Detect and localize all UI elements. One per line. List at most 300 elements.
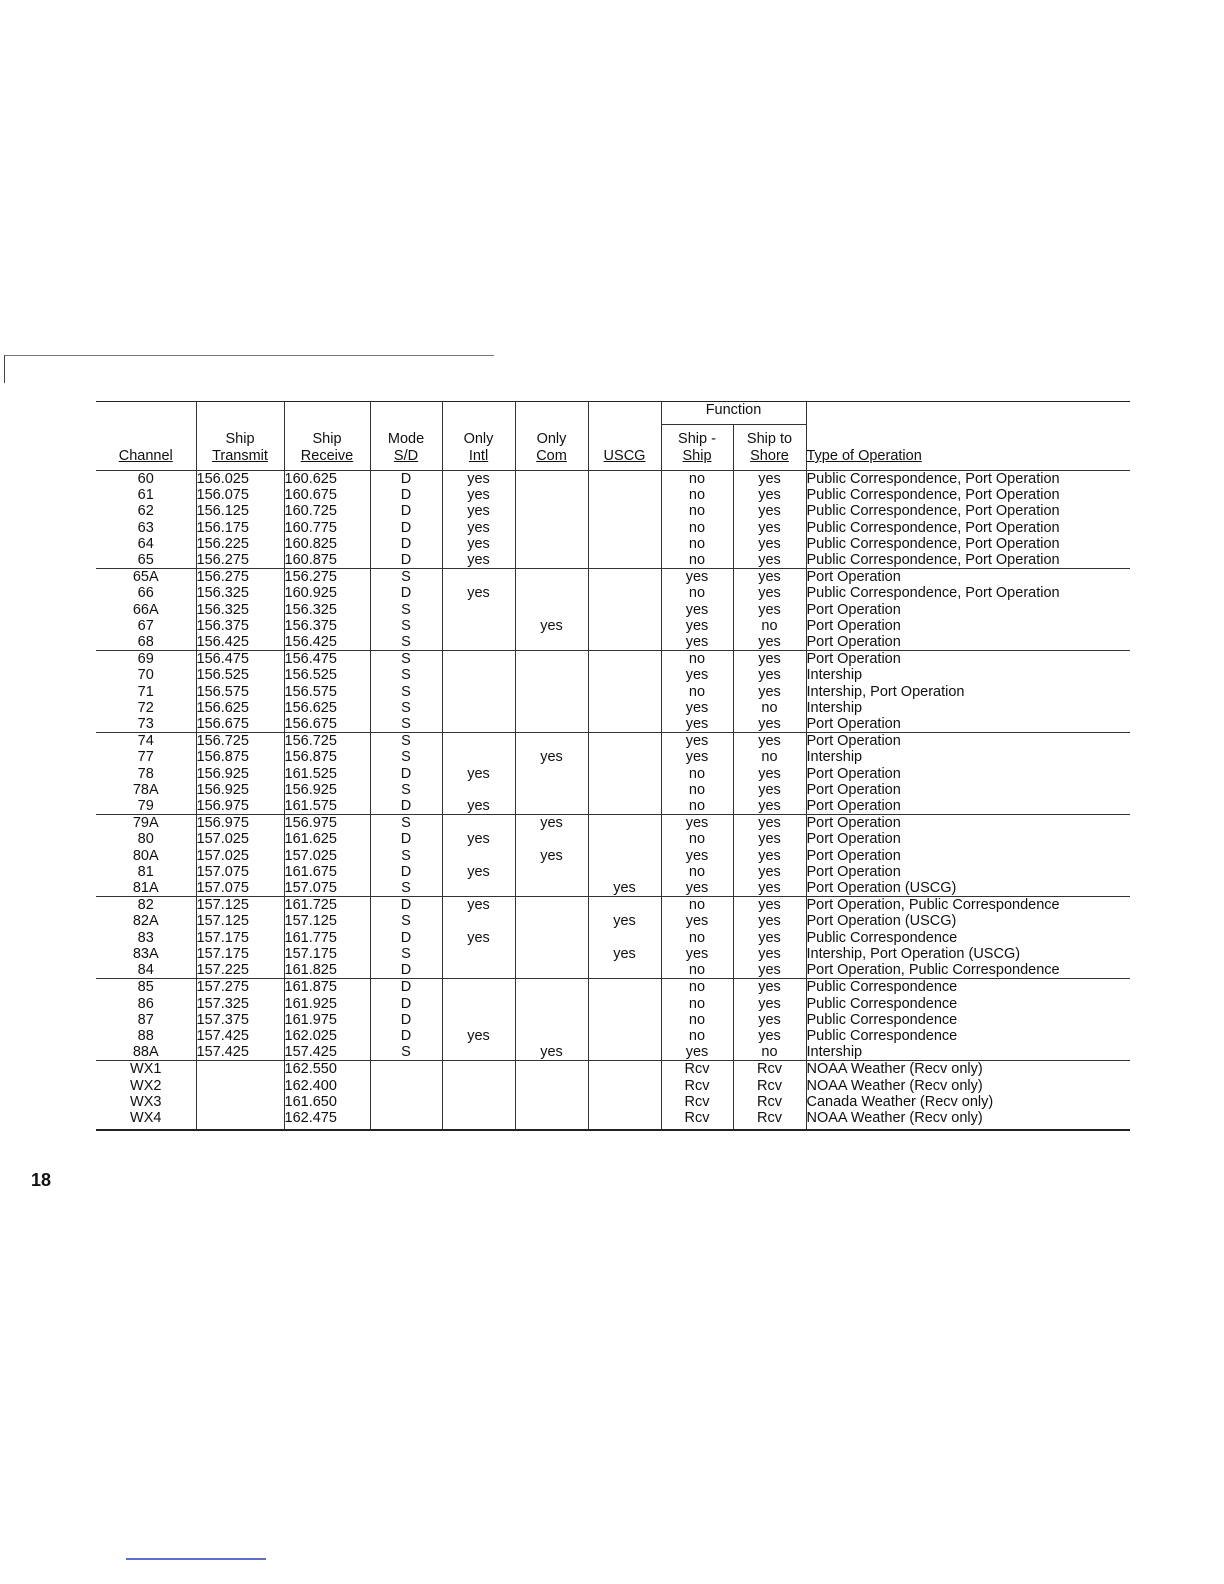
cell-mode: D [370,471,442,488]
cell-only-intl: yes [442,930,515,946]
cell-ship-to-shore: yes [733,996,806,1012]
cell-mode: D [370,979,442,996]
cell-channel: 69 [96,651,196,668]
col-header-ship-to-ship: Ship - Ship [661,425,733,471]
table-row [96,798,1130,815]
cell-type-of-operation: NOAA Weather (Recv only) [806,1110,1130,1130]
cell-ship-transmit: 156.575 [196,684,284,700]
cell-only-intl [442,979,515,996]
table-row [96,618,1130,634]
cell-ship-receive: 156.875 [284,749,370,765]
table-row [96,946,1130,962]
cell-only-intl [442,1094,515,1110]
cell-channel: 60 [96,471,196,488]
cell-type-of-operation: Port Operation [806,848,1130,864]
cell-ship-transmit: 157.425 [196,1028,284,1044]
cell-ship-to-ship: no [661,1012,733,1028]
cell-ship-receive: 160.625 [284,471,370,488]
cell-uscg [588,520,661,536]
table-row [96,602,1130,618]
cell-only-com [515,946,588,962]
cell-type-of-operation: NOAA Weather (Recv only) [806,1078,1130,1094]
cell-uscg [588,979,661,996]
cell-ship-transmit: 156.675 [196,716,284,733]
cell-mode: S [370,618,442,634]
cell-only-intl [442,913,515,929]
cell-type-of-operation: NOAA Weather (Recv only) [806,1061,1130,1078]
cell-ship-to-ship: no [661,1028,733,1044]
table-row [96,520,1130,536]
cell-ship-to-ship: yes [661,733,733,750]
cell-channel: 77 [96,749,196,765]
cell-ship-transmit: 156.975 [196,798,284,815]
cell-ship-receive: 161.525 [284,766,370,782]
cell-only-com: yes [515,749,588,765]
cell-ship-transmit: 157.025 [196,831,284,847]
cell-uscg [588,602,661,618]
cell-only-com [515,700,588,716]
cell-only-com [515,1094,588,1110]
cell-ship-to-shore: yes [733,585,806,601]
cell-ship-transmit: 157.125 [196,913,284,929]
cell-only-intl [442,716,515,733]
cell-uscg [588,651,661,668]
page-number: 18 [31,1170,52,1190]
cell-ship-transmit: 156.625 [196,700,284,716]
cell-only-com [515,1028,588,1044]
cell-ship-transmit: 156.125 [196,503,284,519]
cell-ship-transmit: 157.025 [196,848,284,864]
cell-type-of-operation: Public Correspondence, Port Operation [806,471,1130,488]
cell-type-of-operation: Intership, Port Operation [806,684,1130,700]
cell-uscg [588,798,661,815]
table-row [96,996,1130,1012]
cell-ship-receive: 157.025 [284,848,370,864]
cell-only-intl: yes [442,798,515,815]
cell-ship-receive: 156.575 [284,684,370,700]
cell-uscg [588,1061,661,1078]
cell-only-intl: yes [442,831,515,847]
cell-mode: D [370,864,442,880]
cell-ship-to-ship: no [661,552,733,569]
cell-uscg [588,634,661,651]
col-header-ship-to-shore: Ship to Shore [733,425,806,471]
cell-uscg [588,684,661,700]
cell-ship-transmit: 156.275 [196,569,284,586]
cell-type-of-operation: Public Correspondence, Port Operation [806,552,1130,569]
cell-type-of-operation: Port Operation [806,782,1130,798]
cell-ship-to-ship: no [661,897,733,914]
cell-channel: 80A [96,848,196,864]
cell-mode: S [370,634,442,651]
cell-only-intl [442,634,515,651]
cell-ship-transmit: 156.425 [196,634,284,651]
cell-channel: 88 [96,1028,196,1044]
cell-ship-to-shore: yes [733,848,806,864]
cell-uscg [588,569,661,586]
cell-ship-to-shore: yes [733,831,806,847]
cell-ship-receive: 161.650 [284,1094,370,1110]
cell-ship-to-shore: yes [733,979,806,996]
cell-only-intl [442,782,515,798]
cell-channel: 88A [96,1044,196,1061]
cell-only-com [515,996,588,1012]
cell-channel: WX1 [96,1061,196,1078]
cell-mode: D [370,1028,442,1044]
cell-only-com: yes [515,618,588,634]
cell-only-intl: yes [442,520,515,536]
cell-uscg: yes [588,880,661,897]
cell-mode: D [370,930,442,946]
cell-only-intl [442,569,515,586]
cell-uscg [588,585,661,601]
cell-type-of-operation: Intership [806,1044,1130,1061]
cell-only-com [515,602,588,618]
cell-only-com [515,503,588,519]
cell-ship-to-shore: yes [733,651,806,668]
cell-ship-to-ship: no [661,864,733,880]
cell-only-intl [442,602,515,618]
cell-ship-to-shore: Rcv [733,1094,806,1110]
cell-ship-transmit: 156.275 [196,552,284,569]
cell-ship-to-shore: yes [733,503,806,519]
cell-ship-transmit: 157.275 [196,979,284,996]
cell-ship-to-ship: Rcv [661,1061,733,1078]
cell-channel: 82 [96,897,196,914]
cell-only-com [515,913,588,929]
cell-only-com [515,1110,588,1130]
cell-only-intl: yes [442,552,515,569]
cell-ship-receive: 161.725 [284,897,370,914]
cell-ship-to-shore: yes [733,798,806,815]
cell-ship-transmit [196,1094,284,1110]
cell-ship-receive: 160.825 [284,536,370,552]
cell-uscg [588,749,661,765]
cell-type-of-operation: Intership, Port Operation (USCG) [806,946,1130,962]
cell-ship-receive: 157.175 [284,946,370,962]
cell-channel: WX2 [96,1078,196,1094]
table-row [96,536,1130,552]
table-row [96,651,1130,668]
cell-type-of-operation: Port Operation [806,733,1130,750]
cell-mode: D [370,1012,442,1028]
cell-only-com [515,782,588,798]
cell-only-com [515,520,588,536]
cell-only-com [515,962,588,979]
table-row [96,700,1130,716]
cell-channel: 68 [96,634,196,651]
table-row [96,815,1130,832]
table-row [96,749,1130,765]
cell-ship-to-ship: no [661,684,733,700]
cell-mode: D [370,798,442,815]
cell-ship-transmit: 157.175 [196,930,284,946]
cell-ship-to-ship: yes [661,880,733,897]
cell-uscg [588,848,661,864]
cell-uscg [588,503,661,519]
cell-ship-to-ship: Rcv [661,1110,733,1130]
cell-ship-transmit: 156.525 [196,667,284,683]
cell-channel: 61 [96,487,196,503]
cell-only-com [515,471,588,488]
cell-only-com: yes [515,815,588,832]
cell-only-intl [442,618,515,634]
table-row [96,1061,1130,1078]
table-row [96,1110,1130,1130]
cell-type-of-operation: Port Operation [806,798,1130,815]
cell-ship-to-ship: no [661,651,733,668]
cell-ship-to-shore: no [733,1044,806,1061]
cell-type-of-operation: Port Operation [806,602,1130,618]
cell-uscg [588,815,661,832]
cell-only-intl [442,1078,515,1094]
cell-ship-to-shore: yes [733,897,806,914]
cell-ship-to-ship: no [661,996,733,1012]
cell-channel: 63 [96,520,196,536]
cell-only-com [515,798,588,815]
cell-ship-to-shore: yes [733,552,806,569]
cell-ship-to-shore: yes [733,520,806,536]
cell-ship-to-ship: no [661,536,733,552]
table-row [96,471,1130,488]
cell-only-intl: yes [442,536,515,552]
cell-channel: 70 [96,667,196,683]
cell-mode: D [370,487,442,503]
cell-uscg [588,831,661,847]
cell-ship-to-ship: no [661,503,733,519]
cell-ship-to-shore: no [733,749,806,765]
cell-only-intl [442,946,515,962]
col-header-only-com: Only Com [515,402,588,471]
table-row [96,487,1130,503]
table-row [96,1028,1130,1044]
cell-uscg [588,930,661,946]
cell-ship-to-ship: no [661,766,733,782]
col-header-type-of-operation: Type of Operation [806,402,1130,471]
cell-mode: S [370,700,442,716]
cell-only-intl: yes [442,487,515,503]
cell-ship-receive: 160.775 [284,520,370,536]
cell-type-of-operation: Port Operation [806,618,1130,634]
cell-only-com [515,667,588,683]
cell-ship-to-ship: yes [661,815,733,832]
cell-ship-to-ship: yes [661,569,733,586]
cell-mode: S [370,651,442,668]
cell-ship-transmit: 156.925 [196,766,284,782]
cell-ship-to-ship: yes [661,1044,733,1061]
cell-ship-to-ship: yes [661,618,733,634]
cell-uscg [588,487,661,503]
cell-uscg [588,996,661,1012]
cell-ship-receive: 156.625 [284,700,370,716]
cell-ship-to-ship: yes [661,913,733,929]
table-row [96,733,1130,750]
cell-ship-to-shore: yes [733,733,806,750]
cell-type-of-operation: Public Correspondence, Port Operation [806,520,1130,536]
cell-ship-transmit: 156.725 [196,733,284,750]
cell-only-com [515,930,588,946]
cell-ship-to-ship: no [661,520,733,536]
cell-ship-transmit: 156.875 [196,749,284,765]
cell-ship-receive: 161.875 [284,979,370,996]
cell-only-intl: yes [442,897,515,914]
cell-mode: S [370,749,442,765]
cell-ship-receive: 156.325 [284,602,370,618]
cell-ship-receive: 160.875 [284,552,370,569]
cell-mode: S [370,667,442,683]
cell-ship-to-ship: no [661,782,733,798]
cell-ship-to-shore: yes [733,946,806,962]
cell-ship-to-shore: yes [733,913,806,929]
cell-uscg [588,552,661,569]
cell-only-intl [442,815,515,832]
cell-channel: 65 [96,552,196,569]
cell-type-of-operation: Intership [806,749,1130,765]
cell-mode: S [370,1044,442,1061]
cell-ship-receive: 157.075 [284,880,370,897]
table-row [96,503,1130,519]
cell-ship-to-shore: yes [733,782,806,798]
cell-only-com [515,536,588,552]
cell-ship-receive: 156.375 [284,618,370,634]
cell-mode: S [370,815,442,832]
cell-ship-transmit: 157.175 [196,946,284,962]
cell-only-intl: yes [442,864,515,880]
cell-ship-to-ship: no [661,585,733,601]
cell-ship-receive: 156.725 [284,733,370,750]
cell-channel: 79A [96,815,196,832]
cell-mode: S [370,569,442,586]
cell-ship-to-ship: yes [661,848,733,864]
cell-ship-to-ship: no [661,798,733,815]
cell-only-com [515,1012,588,1028]
cell-ship-receive: 157.425 [284,1044,370,1061]
table-row [96,864,1130,880]
cell-channel: 79 [96,798,196,815]
scan-bottom-rule [126,1558,266,1560]
cell-ship-to-shore: no [733,618,806,634]
table-row [96,1012,1130,1028]
cell-ship-to-ship: Rcv [661,1094,733,1110]
cell-type-of-operation: Public Correspondence [806,930,1130,946]
cell-channel: 82A [96,913,196,929]
cell-type-of-operation: Public Correspondence [806,1012,1130,1028]
cell-ship-transmit: 156.075 [196,487,284,503]
table-row [96,585,1130,601]
cell-type-of-operation: Port Operation [806,864,1130,880]
table-row [96,1044,1130,1061]
cell-channel: 66 [96,585,196,601]
cell-mode: D [370,503,442,519]
cell-ship-to-ship: no [661,930,733,946]
cell-channel: 86 [96,996,196,1012]
cell-uscg [588,1012,661,1028]
cell-type-of-operation: Port Operation (USCG) [806,880,1130,897]
cell-ship-to-shore: Rcv [733,1061,806,1078]
col-header-uscg: USCG [588,402,661,471]
cell-channel: 65A [96,569,196,586]
cell-uscg [588,1078,661,1094]
cell-uscg [588,700,661,716]
cell-only-com [515,733,588,750]
cell-only-com [515,569,588,586]
cell-type-of-operation: Port Operation [806,651,1130,668]
table-row [96,880,1130,897]
cell-only-intl: yes [442,471,515,488]
cell-mode: S [370,684,442,700]
cell-only-com [515,634,588,651]
cell-channel: 71 [96,684,196,700]
cell-only-com [515,1061,588,1078]
table-row [96,1078,1130,1094]
cell-only-com [515,880,588,897]
cell-channel: 81A [96,880,196,897]
cell-only-intl: yes [442,585,515,601]
cell-mode: S [370,733,442,750]
cell-ship-to-shore: yes [733,667,806,683]
cell-ship-transmit: 157.075 [196,864,284,880]
cell-type-of-operation: Port Operation, Public Correspondence [806,897,1130,914]
cell-only-intl: yes [442,766,515,782]
table-row [96,782,1130,798]
cell-ship-transmit: 156.175 [196,520,284,536]
cell-channel: WX4 [96,1110,196,1130]
cell-ship-receive: 161.975 [284,1012,370,1028]
cell-ship-transmit: 156.325 [196,602,284,618]
cell-ship-to-shore: yes [733,864,806,880]
table-row [96,1094,1130,1110]
table-row [96,684,1130,700]
cell-uscg: yes [588,913,661,929]
cell-only-com [515,766,588,782]
cell-mode: D [370,585,442,601]
cell-type-of-operation: Public Correspondence, Port Operation [806,487,1130,503]
cell-ship-receive: 156.525 [284,667,370,683]
cell-only-intl: yes [442,1028,515,1044]
cell-type-of-operation: Intership [806,700,1130,716]
cell-ship-to-ship: Rcv [661,1078,733,1094]
cell-mode [370,1078,442,1094]
cell-ship-to-shore: yes [733,487,806,503]
cell-only-intl [442,749,515,765]
cell-type-of-operation: Port Operation, Public Correspondence [806,962,1130,979]
cell-uscg [588,471,661,488]
cell-only-intl [442,1061,515,1078]
cell-ship-to-ship: no [661,979,733,996]
cell-mode: D [370,766,442,782]
cell-mode: S [370,946,442,962]
cell-ship-to-shore: yes [733,930,806,946]
cell-only-intl [442,733,515,750]
cell-channel: 62 [96,503,196,519]
cell-type-of-operation: Port Operation [806,569,1130,586]
cell-ship-to-shore: no [733,700,806,716]
cell-uscg [588,962,661,979]
cell-ship-to-shore: yes [733,634,806,651]
vhf-channel-table [96,401,1130,1131]
cell-mode: S [370,716,442,733]
cell-ship-receive: 156.425 [284,634,370,651]
cell-channel: 64 [96,536,196,552]
cell-ship-to-ship: no [661,962,733,979]
col-header-ship-transmit: Ship Transmit [196,402,284,471]
cell-uscg [588,716,661,733]
cell-type-of-operation: Public Correspondence [806,979,1130,996]
cell-uscg [588,1044,661,1061]
cell-mode: D [370,962,442,979]
cell-mode: D [370,831,442,847]
cell-ship-transmit [196,1078,284,1094]
